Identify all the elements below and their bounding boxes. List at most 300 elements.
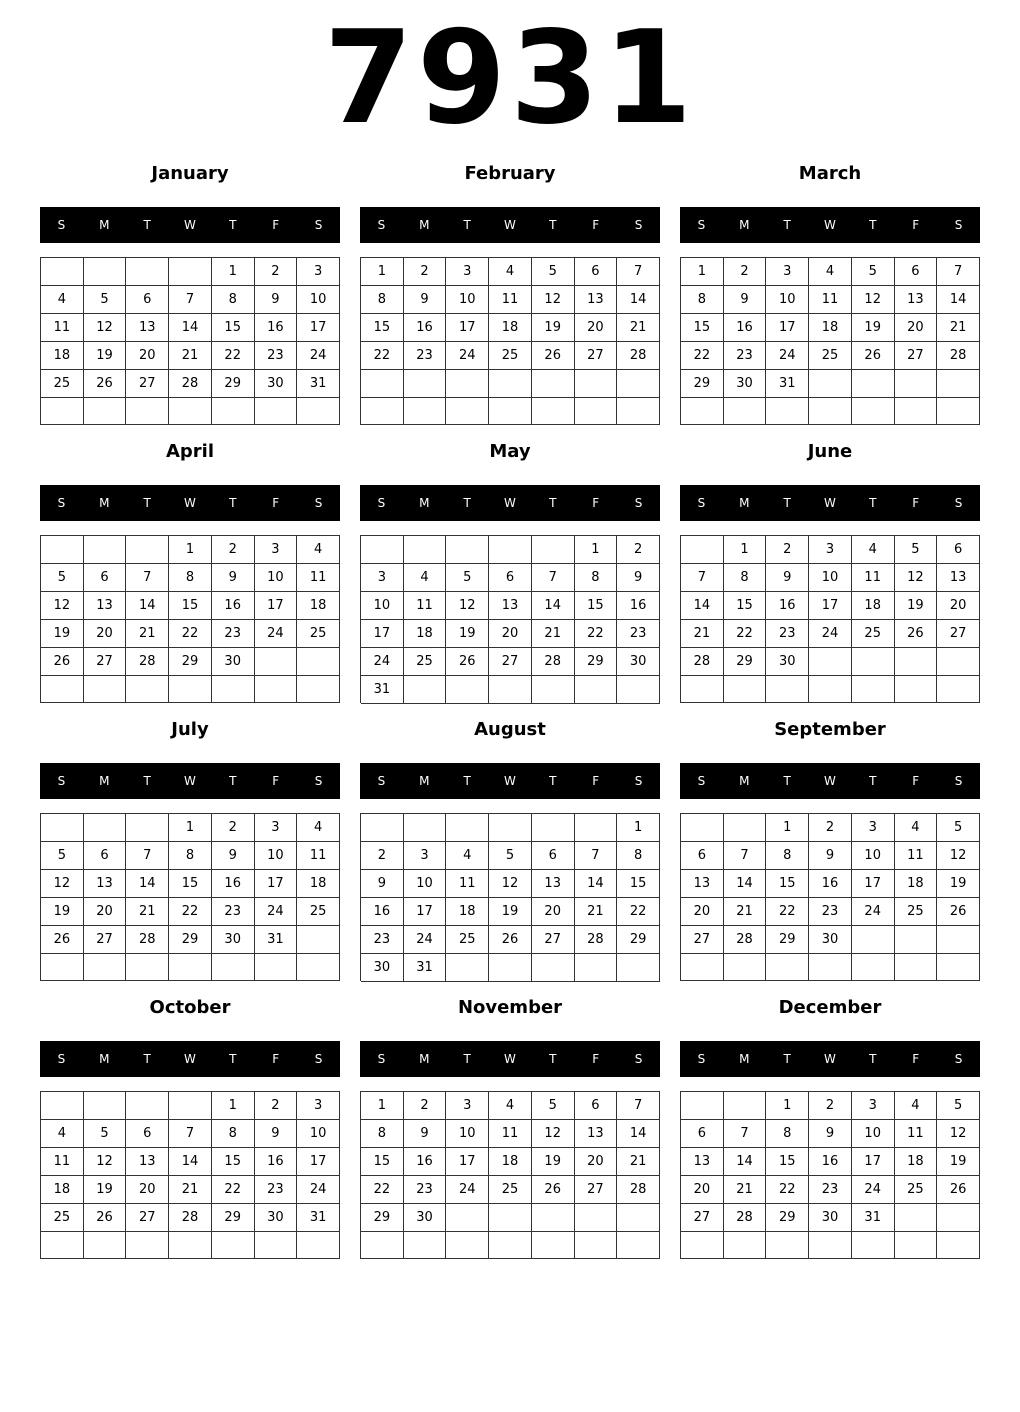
day-cell <box>681 398 724 425</box>
day-cell: 24 <box>404 926 447 954</box>
day-grid <box>360 1091 660 1259</box>
day-cell: 28 <box>575 926 618 954</box>
weekday-label: T <box>463 218 471 232</box>
day-cell: 25 <box>895 1176 938 1204</box>
day-cell <box>41 676 84 703</box>
day-cell: 12 <box>84 1148 127 1176</box>
day-grid <box>680 1091 980 1259</box>
weekday-label: S <box>697 1052 706 1066</box>
day-cell: 27 <box>575 1176 618 1204</box>
months-grid <box>40 160 980 1262</box>
day-cell: 22 <box>212 1176 255 1204</box>
weekday-label: W <box>504 218 516 232</box>
day-cell: 28 <box>169 370 212 398</box>
day-cell: 8 <box>766 1120 809 1148</box>
weekday-label: T <box>229 774 237 788</box>
weekday-label: F <box>592 218 600 232</box>
day-cell <box>446 676 489 704</box>
day-cell <box>852 676 895 703</box>
day-cell: 6 <box>84 564 127 592</box>
day-cell: 2 <box>361 842 404 870</box>
day-cell: 12 <box>446 592 489 620</box>
day-cell <box>575 954 618 982</box>
weekday-label: W <box>504 496 516 510</box>
day-cell: 3 <box>446 258 489 286</box>
day-cell: 28 <box>724 1204 767 1232</box>
day-cell: 31 <box>297 370 340 398</box>
day-cell: 23 <box>212 898 255 926</box>
weekday-header <box>360 1041 660 1077</box>
day-cell <box>489 398 532 426</box>
day-cell <box>126 954 169 981</box>
day-cell <box>84 954 127 981</box>
day-cell: 9 <box>404 286 447 314</box>
day-grid <box>40 813 340 981</box>
day-cell <box>852 1232 895 1259</box>
day-cell: 18 <box>489 1148 532 1176</box>
weekday-label: F <box>592 774 600 788</box>
weekday-label: S <box>634 1052 643 1066</box>
day-cell: 6 <box>84 842 127 870</box>
day-cell: 8 <box>169 842 212 870</box>
weekday-label: S <box>57 496 66 510</box>
day-cell <box>126 676 169 703</box>
day-cell: 6 <box>126 286 169 314</box>
day-cell: 4 <box>489 258 532 286</box>
day-cell <box>532 814 575 842</box>
day-cell <box>809 1232 852 1259</box>
day-cell: 2 <box>617 536 660 564</box>
day-cell: 26 <box>41 648 84 676</box>
day-cell: 18 <box>297 870 340 898</box>
day-cell <box>169 954 212 981</box>
weekday-label: M <box>99 774 110 788</box>
day-cell: 23 <box>724 342 767 370</box>
weekday-label: S <box>697 496 706 510</box>
weekday-header <box>360 485 660 521</box>
weekday-label: M <box>419 218 430 232</box>
day-cell: 6 <box>489 564 532 592</box>
day-cell: 17 <box>297 314 340 342</box>
weekday-label: M <box>99 218 110 232</box>
day-cell <box>489 1204 532 1232</box>
day-cell <box>84 258 127 286</box>
day-cell <box>361 398 404 426</box>
day-cell: 10 <box>404 870 447 898</box>
day-cell <box>255 954 298 981</box>
day-cell: 11 <box>404 592 447 620</box>
day-cell: 14 <box>169 1148 212 1176</box>
day-cell <box>724 1232 767 1259</box>
day-cell <box>724 954 767 981</box>
day-cell: 25 <box>446 926 489 954</box>
day-cell <box>724 676 767 703</box>
day-cell: 4 <box>895 1092 938 1120</box>
day-cell: 24 <box>446 342 489 370</box>
day-cell <box>681 1092 724 1120</box>
day-cell: 26 <box>937 1176 980 1204</box>
day-cell <box>937 676 980 703</box>
day-cell: 19 <box>895 592 938 620</box>
day-cell: 19 <box>84 342 127 370</box>
day-cell: 14 <box>724 870 767 898</box>
day-cell <box>895 676 938 703</box>
day-cell <box>169 1092 212 1120</box>
day-cell: 2 <box>404 1092 447 1120</box>
day-cell: 17 <box>361 620 404 648</box>
weekday-label: W <box>184 774 196 788</box>
day-cell: 28 <box>126 648 169 676</box>
day-cell: 5 <box>937 814 980 842</box>
weekday-label: F <box>912 218 920 232</box>
weekday-label: W <box>824 218 836 232</box>
day-cell: 30 <box>724 370 767 398</box>
day-cell: 17 <box>852 1148 895 1176</box>
day-cell: 20 <box>532 898 575 926</box>
day-cell: 1 <box>212 258 255 286</box>
day-cell: 21 <box>532 620 575 648</box>
day-cell <box>297 926 340 954</box>
day-cell: 10 <box>446 286 489 314</box>
day-cell: 30 <box>212 648 255 676</box>
weekday-label: T <box>549 218 557 232</box>
day-cell: 7 <box>617 1092 660 1120</box>
day-cell: 28 <box>617 342 660 370</box>
day-cell: 5 <box>532 258 575 286</box>
day-grid <box>360 813 660 981</box>
day-cell: 13 <box>489 592 532 620</box>
day-cell: 5 <box>84 1120 127 1148</box>
day-cell: 22 <box>361 342 404 370</box>
day-cell: 4 <box>41 286 84 314</box>
day-cell: 24 <box>446 1176 489 1204</box>
month-7 <box>360 716 660 984</box>
day-cell: 16 <box>724 314 767 342</box>
day-cell <box>255 1232 298 1259</box>
day-cell <box>446 398 489 426</box>
month-name: November <box>457 997 563 1018</box>
day-cell: 27 <box>532 926 575 954</box>
day-cell: 21 <box>724 1176 767 1204</box>
day-cell <box>617 1204 660 1232</box>
day-cell <box>617 676 660 704</box>
day-cell: 4 <box>852 536 895 564</box>
day-cell <box>852 926 895 954</box>
month-11 <box>680 994 980 1262</box>
day-cell <box>404 536 447 564</box>
weekday-label: F <box>592 496 600 510</box>
day-grid <box>680 257 980 425</box>
day-cell: 6 <box>575 258 618 286</box>
weekday-label: S <box>57 774 66 788</box>
day-cell: 7 <box>126 564 169 592</box>
day-cell: 2 <box>766 536 809 564</box>
day-cell <box>404 370 447 398</box>
day-cell: 6 <box>681 842 724 870</box>
day-cell: 25 <box>489 1176 532 1204</box>
day-cell <box>852 370 895 398</box>
weekday-label: T <box>869 496 877 510</box>
day-cell: 19 <box>532 1148 575 1176</box>
day-cell: 7 <box>575 842 618 870</box>
day-cell: 17 <box>446 314 489 342</box>
day-cell: 3 <box>255 814 298 842</box>
day-cell <box>724 1092 767 1120</box>
day-cell <box>404 1232 447 1259</box>
day-cell <box>297 398 340 425</box>
day-cell <box>575 1232 618 1259</box>
day-cell: 25 <box>809 342 852 370</box>
day-cell <box>84 676 127 703</box>
day-cell: 2 <box>255 1092 298 1120</box>
weekday-label: S <box>314 218 323 232</box>
day-cell: 22 <box>575 620 618 648</box>
day-cell <box>681 954 724 981</box>
day-cell: 20 <box>84 620 127 648</box>
day-cell: 17 <box>297 1148 340 1176</box>
month-name: January <box>151 163 229 184</box>
day-cell <box>41 536 84 564</box>
day-cell <box>895 954 938 981</box>
day-cell: 13 <box>84 870 127 898</box>
day-cell: 27 <box>489 648 532 676</box>
day-cell: 16 <box>766 592 809 620</box>
day-cell <box>297 648 340 676</box>
weekday-label: T <box>549 496 557 510</box>
day-cell: 25 <box>41 1204 84 1232</box>
weekday-label: T <box>463 774 471 788</box>
day-cell: 29 <box>766 926 809 954</box>
day-cell: 10 <box>255 564 298 592</box>
weekday-label: T <box>229 1052 237 1066</box>
weekday-header <box>680 1041 980 1077</box>
day-cell: 20 <box>895 314 938 342</box>
day-cell: 6 <box>895 258 938 286</box>
day-cell: 14 <box>575 870 618 898</box>
weekday-label: T <box>229 496 237 510</box>
weekday-label: T <box>783 496 791 510</box>
day-cell <box>297 676 340 703</box>
month-3 <box>40 438 340 706</box>
day-cell: 21 <box>575 898 618 926</box>
day-cell: 26 <box>532 342 575 370</box>
day-cell: 17 <box>809 592 852 620</box>
day-cell <box>532 1204 575 1232</box>
day-cell: 29 <box>766 1204 809 1232</box>
day-cell: 27 <box>126 1204 169 1232</box>
day-cell: 16 <box>617 592 660 620</box>
day-cell: 21 <box>169 342 212 370</box>
month-name: August <box>474 719 546 740</box>
day-cell: 15 <box>724 592 767 620</box>
weekday-label: F <box>272 774 280 788</box>
day-cell: 10 <box>766 286 809 314</box>
day-cell: 16 <box>809 1148 852 1176</box>
day-cell: 28 <box>681 648 724 676</box>
day-grid <box>40 257 340 425</box>
day-cell: 3 <box>297 258 340 286</box>
day-cell <box>575 1204 618 1232</box>
day-cell <box>532 954 575 982</box>
day-cell: 30 <box>809 926 852 954</box>
day-cell: 20 <box>126 1176 169 1204</box>
day-grid <box>40 1091 340 1259</box>
day-cell: 2 <box>255 258 298 286</box>
day-cell: 29 <box>681 370 724 398</box>
day-cell <box>575 398 618 426</box>
month-name: March <box>798 163 862 184</box>
day-cell: 1 <box>361 258 404 286</box>
weekday-label: S <box>314 774 323 788</box>
day-cell: 12 <box>532 286 575 314</box>
month-name: February <box>464 163 556 184</box>
day-cell: 15 <box>212 1148 255 1176</box>
day-cell <box>446 1204 489 1232</box>
day-cell: 2 <box>809 814 852 842</box>
day-cell <box>575 814 618 842</box>
month-10 <box>360 994 660 1262</box>
weekday-header <box>40 485 340 521</box>
day-cell: 18 <box>41 342 84 370</box>
day-cell: 7 <box>681 564 724 592</box>
day-cell <box>297 954 340 981</box>
day-cell: 27 <box>681 1204 724 1232</box>
day-cell: 29 <box>361 1204 404 1232</box>
day-cell: 19 <box>489 898 532 926</box>
day-cell: 24 <box>255 898 298 926</box>
weekday-label: T <box>143 496 151 510</box>
day-cell: 21 <box>724 898 767 926</box>
day-cell: 15 <box>169 592 212 620</box>
day-cell: 23 <box>809 898 852 926</box>
day-cell: 18 <box>852 592 895 620</box>
year-title: 7931 <box>323 4 697 153</box>
day-cell: 22 <box>766 898 809 926</box>
day-cell: 25 <box>852 620 895 648</box>
weekday-label: F <box>912 1052 920 1066</box>
weekday-label: W <box>504 1052 516 1066</box>
day-cell: 20 <box>575 1148 618 1176</box>
day-cell: 13 <box>575 1120 618 1148</box>
day-cell <box>212 954 255 981</box>
day-cell <box>255 648 298 676</box>
day-cell <box>126 1232 169 1259</box>
day-cell: 3 <box>766 258 809 286</box>
day-cell: 1 <box>766 1092 809 1120</box>
day-cell: 17 <box>852 870 895 898</box>
day-cell: 11 <box>297 842 340 870</box>
weekday-header <box>680 485 980 521</box>
day-cell: 12 <box>937 1120 980 1148</box>
day-cell: 20 <box>489 620 532 648</box>
weekday-header <box>40 1041 340 1077</box>
day-cell: 26 <box>895 620 938 648</box>
day-cell <box>404 814 447 842</box>
day-cell: 26 <box>84 370 127 398</box>
day-cell <box>41 1092 84 1120</box>
day-cell: 27 <box>84 648 127 676</box>
day-cell: 18 <box>809 314 852 342</box>
day-cell: 18 <box>895 870 938 898</box>
day-cell: 21 <box>169 1176 212 1204</box>
weekday-header <box>40 763 340 799</box>
day-cell <box>895 398 938 425</box>
month-1 <box>360 160 660 428</box>
weekday-label: W <box>184 1052 196 1066</box>
day-grid <box>40 535 340 703</box>
day-cell <box>126 536 169 564</box>
day-cell <box>809 370 852 398</box>
day-cell <box>41 814 84 842</box>
day-cell <box>126 258 169 286</box>
day-cell <box>937 398 980 425</box>
day-cell: 11 <box>489 286 532 314</box>
day-cell: 5 <box>489 842 532 870</box>
day-cell <box>169 676 212 703</box>
day-cell: 21 <box>126 620 169 648</box>
day-cell <box>617 370 660 398</box>
day-cell: 31 <box>255 926 298 954</box>
day-cell: 6 <box>532 842 575 870</box>
day-cell: 15 <box>766 1148 809 1176</box>
day-cell <box>126 1092 169 1120</box>
day-cell <box>766 398 809 425</box>
day-cell: 5 <box>84 286 127 314</box>
weekday-header <box>680 763 980 799</box>
day-cell: 22 <box>766 1176 809 1204</box>
weekday-label: T <box>143 1052 151 1066</box>
day-cell: 25 <box>895 898 938 926</box>
day-cell: 29 <box>575 648 618 676</box>
day-cell: 13 <box>532 870 575 898</box>
weekday-label: W <box>824 1052 836 1066</box>
day-cell <box>41 1232 84 1259</box>
day-cell: 10 <box>255 842 298 870</box>
day-cell: 19 <box>937 1148 980 1176</box>
day-cell: 2 <box>724 258 767 286</box>
weekday-label: S <box>377 774 386 788</box>
day-cell: 21 <box>681 620 724 648</box>
day-cell <box>532 398 575 426</box>
day-cell: 29 <box>212 370 255 398</box>
day-cell <box>681 536 724 564</box>
day-cell: 29 <box>169 926 212 954</box>
day-cell: 1 <box>361 1092 404 1120</box>
weekday-label: F <box>272 1052 280 1066</box>
day-cell: 13 <box>126 314 169 342</box>
weekday-label: W <box>824 496 836 510</box>
day-cell: 23 <box>255 1176 298 1204</box>
day-cell: 16 <box>212 870 255 898</box>
day-cell: 17 <box>255 870 298 898</box>
day-cell: 29 <box>617 926 660 954</box>
day-cell: 30 <box>212 926 255 954</box>
day-cell <box>489 1232 532 1259</box>
day-cell: 18 <box>489 314 532 342</box>
day-cell <box>446 814 489 842</box>
day-cell: 22 <box>617 898 660 926</box>
day-cell: 13 <box>84 592 127 620</box>
day-cell: 24 <box>255 620 298 648</box>
month-name: July <box>171 719 209 740</box>
day-cell: 18 <box>41 1176 84 1204</box>
weekday-label: W <box>824 774 836 788</box>
day-cell: 24 <box>766 342 809 370</box>
day-cell: 16 <box>255 314 298 342</box>
day-cell: 18 <box>404 620 447 648</box>
day-grid <box>360 535 660 703</box>
weekday-header <box>360 763 660 799</box>
